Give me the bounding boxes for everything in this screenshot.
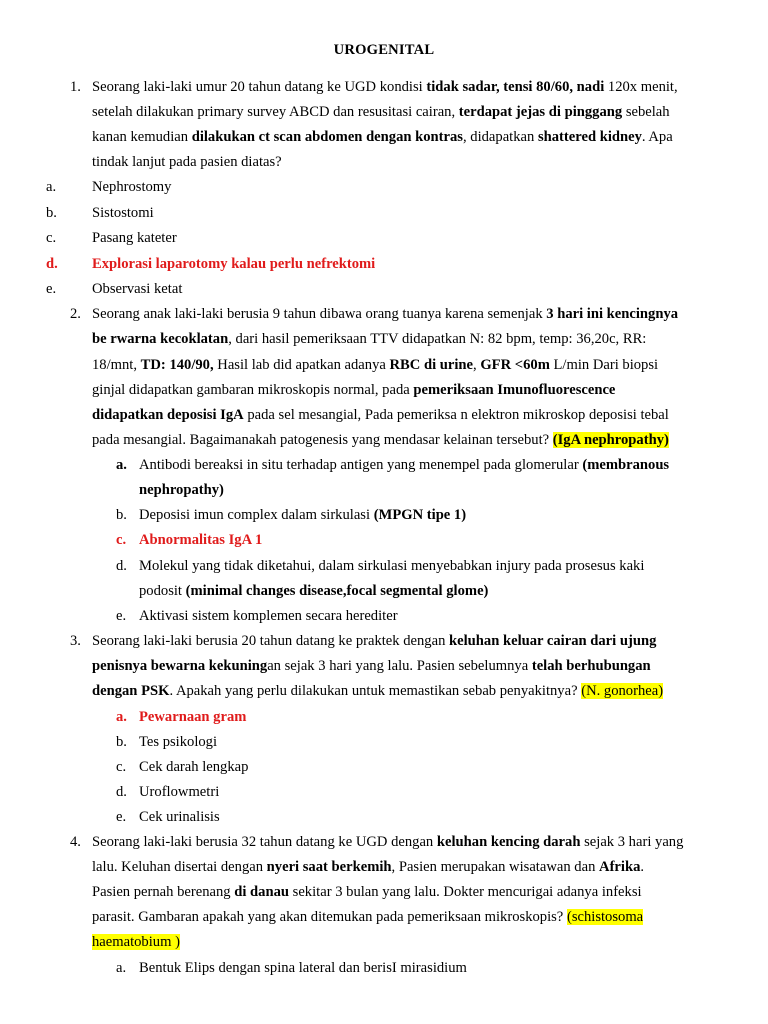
- q4-line-2: lalu. Keluhan disertai dengan nyeri saat berkemih, Pasien merupakan wisatawan dan Afrika.: [92, 859, 645, 875]
- q2-line-4: ginjal didapatkan gambaran mikroskopis normal, pada pemeriksaan Imunofluorescence: [92, 382, 616, 398]
- option-text: Cek darah lengkap: [139, 759, 249, 775]
- option-letter: c.: [46, 230, 57, 246]
- q2-number: 2.: [70, 306, 81, 322]
- option-letter: e.: [116, 608, 127, 624]
- q1-line-3: kanan kemudian dilakukan ct scan abdomen dengan kontras, didapatkan shattered kidney. Apa: [92, 129, 673, 145]
- option-text-continued: podosit (minimal changes disease,focal segmental glome): [139, 583, 489, 599]
- option-text: Bentuk Elips dengan spina lateral dan berisI mirasidium: [139, 960, 467, 976]
- option-letter: a.: [116, 457, 127, 473]
- option-text: Pasang kateter: [92, 230, 177, 246]
- option-text: Deposisi imun complex dalam sirkulasi (MPGN tipe 1): [139, 507, 467, 523]
- q3-line-2: penisnya bewarna kekuningan sejak 3 hari yang lalu. Pasien sebelumnya telah berhubungan: [92, 658, 651, 674]
- option-text: Nephrostomy: [92, 179, 172, 195]
- option-letter: b.: [116, 507, 127, 523]
- option-text: Molekul yang tidak diketahui, dalam sirkulasi menyebabkan injury pada prosesus kaki: [139, 558, 645, 574]
- q2-line-1: Seorang anak laki-laki berusia 9 tahun dibawa orang tuanya karena semenjak 3 hari ini kencingnya: [92, 306, 679, 322]
- answer-highlight: (IgA nephropathy): [552, 432, 669, 448]
- option-text: Cek urinalisis: [139, 809, 220, 825]
- document-title: UROGENITAL: [333, 42, 435, 58]
- option-letter: e.: [116, 809, 127, 825]
- answer-highlight: (schistosoma: [566, 909, 644, 925]
- option-letter: a.: [116, 960, 127, 976]
- option-letter: c.: [116, 759, 127, 775]
- option-text-continued: nephropathy): [139, 482, 224, 498]
- option-text: Sistostomi: [92, 205, 154, 221]
- option-letter: b.: [116, 734, 127, 750]
- q1-line-1: Seorang laki-laki umur 20 tahun datang ke UGD kondisi tidak sadar, tensi 80/60, nadi 120x menit,: [92, 79, 678, 95]
- option-letter: d.: [116, 558, 127, 574]
- q3-line-3: dengan PSK. Apakah yang perlu dilakukan untuk memastikan sebab penyakitnya? (N. gonorhea): [92, 683, 664, 699]
- option-letter: d.: [116, 784, 127, 800]
- q2-line-2: be rwarna kecoklatan, dari hasil pemeriksaan TTV didapatkan N: 82 bpm, temp: 36,20c, RR:: [92, 331, 647, 347]
- option-text: Tes psikologi: [139, 734, 218, 750]
- option-text: Aktivasi sistem komplemen secara herediter: [139, 608, 398, 624]
- option-letter: a.: [116, 709, 127, 725]
- option-text: Antibodi bereaksi in situ terhadap antigen yang menempel pada glomerular (membranous: [139, 457, 670, 473]
- option-text: Abnormalitas IgA 1: [139, 532, 263, 548]
- q3-number: 3.: [70, 633, 81, 649]
- answer-highlight: haematobium ): [92, 934, 180, 950]
- option-letter: e.: [46, 281, 57, 297]
- answer-highlight: (N. gonorhea): [581, 683, 664, 699]
- q1-line-4: tindak lanjut pada pasien diatas?: [92, 154, 282, 170]
- q1-line-2: setelah dilakukan primary survey ABCD dan resusitasi cairan, terdapat jejas di pinggang sebelah: [92, 104, 670, 120]
- q4-line-1: Seorang laki-laki berusia 32 tahun datang ke UGD dengan keluhan kencing darah sejak 3 hari yang: [92, 834, 684, 850]
- q2-line-3: 18/mnt, TD: 140/90, Hasil lab did apatkan adanya RBC di urine, GFR <60m L/min Dari biopsi: [92, 357, 659, 373]
- option-text: Uroflowmetri: [139, 784, 220, 800]
- option-text: Pewarnaan gram: [139, 709, 247, 725]
- option-text: Observasi ketat: [92, 281, 183, 297]
- q1-number: 1.: [70, 79, 81, 95]
- option-letter: a.: [46, 179, 57, 195]
- option-letter: d.: [46, 256, 58, 272]
- q4-number: 4.: [70, 834, 81, 850]
- q3-line-1: Seorang laki-laki berusia 20 tahun datang ke praktek dengan keluhan keluar cairan dari ujung: [92, 633, 657, 649]
- q4-line-5: [92, 932, 180, 952]
- q2-line-5: didapatkan deposisi IgA pada sel mesangial, Pada pemeriksa n elektron mikroskop deposisi tebal: [92, 407, 669, 423]
- option-text: Explorasi laparotomy kalau perlu nefrektomi: [92, 256, 376, 272]
- option-letter: b.: [46, 205, 57, 221]
- q4-line-3: Pasien pernah berenang di danau sekitar 3 bulan yang lalu. Dokter mencurigai adanya infeksi: [92, 884, 642, 900]
- q4-line-4: parasit. Gambaran apakah yang akan ditemukan pada pemeriksaan mikroskopis? (schistosoma: [92, 909, 644, 925]
- q2-line-6: pada mesangial. Bagaimanakah patogenesis yang mendasar kelainan tersebut? (IgA nephropathy): [92, 432, 669, 448]
- option-letter: c.: [116, 532, 127, 548]
